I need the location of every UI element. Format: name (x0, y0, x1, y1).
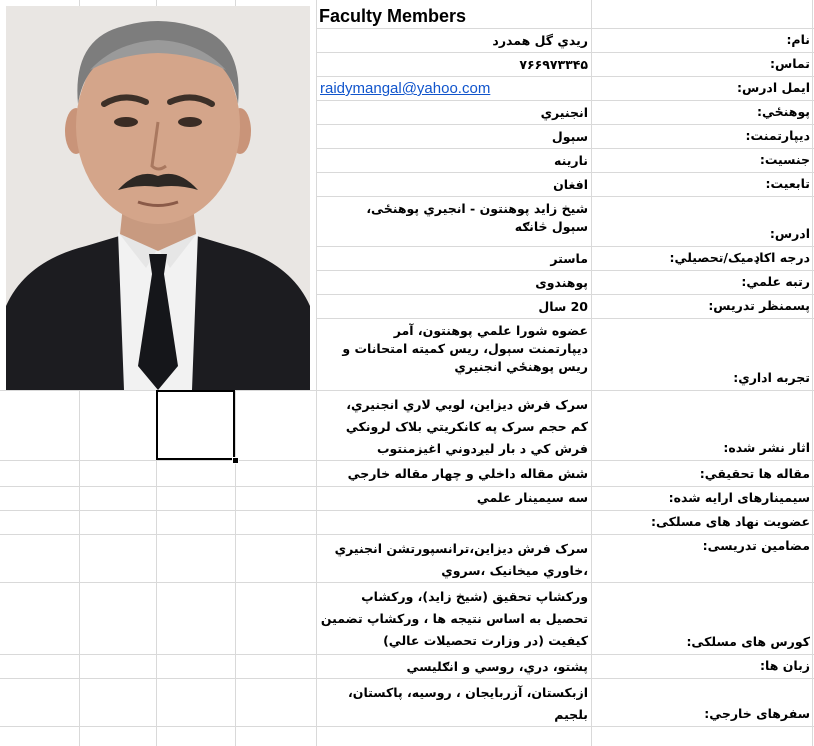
row-gridline (316, 100, 814, 101)
label-academic-rank: رتبه علمي: (741, 274, 810, 289)
value-line: سرک فرش ديزاين، لويي لاري انجنيري، (346, 397, 588, 412)
row-gridline (316, 124, 814, 125)
value-line: عضوه شورا علمي پوهنتون، آمر (393, 323, 588, 338)
value-administrative-experience[interactable] (320, 322, 588, 376)
value-line: پشتو، دري، روسي و انګليسي (406, 659, 588, 674)
row-gridline (0, 726, 814, 727)
row-gridline (316, 294, 814, 295)
label-professional-courses: کورس های مسلکی: (686, 634, 810, 649)
value-line: نارينه (554, 153, 588, 168)
value-line: شش مقاله داخلي و چهار مقاله خارجي (347, 466, 588, 481)
label-publications: اثار نشر شده: (723, 440, 810, 455)
row-gridline (316, 28, 814, 29)
value-line: تحصيل به اساس نتيجه ها ، ورکشاپ تضمين (320, 611, 588, 626)
value-languages[interactable] (320, 658, 588, 676)
value-publications[interactable] (320, 394, 588, 460)
active-cell-selection[interactable] (156, 390, 235, 460)
value-line: سرک فرش ديزاين،ترانسپورتشن انجنيري (334, 541, 588, 556)
row-gridline (0, 390, 814, 391)
value-line: شيخ زايد پوهنتون - انجيري پوهنځی، (366, 201, 588, 216)
row-gridline (0, 678, 814, 679)
label-email: ايمل ادرس: (736, 80, 810, 95)
value-line: فرش کي د بار ليږدوني اغيزمنتوب (376, 441, 588, 456)
email-link[interactable]: raidymangal@yahoo.com (320, 80, 491, 97)
value-line: کيفيت (در وزارت تحصيلات عالي) (383, 633, 588, 648)
value-address[interactable] (320, 200, 588, 236)
value-research-articles[interactable] (320, 465, 588, 483)
value-line: سېول څانګه (514, 219, 588, 234)
row-gridline (316, 270, 814, 271)
value-line: ريدي گل همدرد (492, 33, 588, 48)
label-foreign-travels: سفرهای خارجي: (704, 706, 810, 721)
label-gender: جنسيت: (759, 152, 810, 167)
value-taught-subjects[interactable] (320, 538, 588, 582)
label-taught-subjects: مضامين تدريسی: (702, 538, 810, 553)
row-gridline (0, 460, 814, 461)
value-line: سه سيمينار علمي (476, 490, 588, 505)
value-line: ورکشاپ تحقيق (شيخ زايد)، ورکشاپ (361, 589, 588, 604)
value-line: ريس پوهنځي انجنيري (454, 359, 588, 374)
row-gridline (316, 172, 814, 173)
label-contact: تماس: (769, 56, 810, 71)
value-contact[interactable] (320, 56, 588, 74)
value-academic-degree[interactable] (320, 250, 588, 268)
value-line: 20 سال (538, 299, 588, 314)
value-line: پوهندوی (535, 275, 588, 290)
label-academic-degree: درجه اکاډميک/تحصيلي: (669, 250, 810, 265)
value-line: ،خاوري ميخانيک ،سروي (441, 563, 588, 578)
row-gridline (316, 196, 814, 197)
row-gridline (0, 510, 814, 511)
column-gridline (591, 0, 592, 746)
label-nationality: تابعيت: (765, 176, 810, 191)
row-gridline (0, 534, 814, 535)
value-academic-rank[interactable] (320, 274, 588, 292)
label-administrative-experience: تجربه اداري: (733, 370, 810, 385)
value-nationality[interactable] (320, 176, 588, 194)
row-gridline (316, 76, 814, 77)
value-teaching-background[interactable] (320, 298, 588, 316)
label-research-articles: مقاله ها تحقيقي: (699, 466, 810, 481)
faculty-photo[interactable] (6, 6, 310, 390)
value-gender[interactable] (320, 152, 588, 170)
row-gridline (316, 52, 814, 53)
label-professional-memberships: عضويت نهاد های مسلکی: (650, 514, 810, 529)
value-seminars[interactable] (320, 489, 588, 507)
label-name: نام: (786, 32, 810, 47)
row-gridline (316, 318, 814, 319)
row-gridline (316, 246, 814, 247)
row-gridline (0, 654, 814, 655)
value-line: افغان (553, 177, 588, 192)
label-seminars: سيمينارهای ارايه شده: (668, 490, 810, 505)
value-line: کم حجم سرک په کانکريتي بلاک لرونکي (345, 419, 588, 434)
row-gridline (0, 486, 814, 487)
value-line: ديپارتمنت سېول، ريس کميته امتحانات و (342, 341, 588, 356)
column-gridline (812, 0, 813, 746)
value-line: سېول (551, 129, 588, 144)
label-address: ادرس: (769, 226, 810, 241)
row-gridline (0, 582, 814, 583)
fill-handle[interactable] (232, 457, 239, 464)
value-faculty[interactable] (320, 104, 588, 122)
value-line: انجنيري (540, 105, 588, 120)
label-department: ديپارتمنت: (745, 128, 810, 143)
portrait-image (6, 6, 310, 390)
value-line: ۷۶۶۹۷۳۳۴۵ (519, 57, 588, 72)
row-gridline (316, 148, 814, 149)
label-teaching-background: پسمنظر تدريس: (708, 298, 810, 313)
value-line: ازبکستان، آزربايجان ، روسيه، پاکستان، (348, 685, 588, 700)
value-professional-courses[interactable] (320, 586, 588, 652)
value-foreign-travels[interactable] (320, 682, 588, 726)
column-gridline (316, 0, 317, 746)
label-faculty: پوهنځي: (757, 104, 810, 119)
sheet-title: Faculty Members (319, 6, 467, 26)
value-line: ماستر (550, 251, 588, 266)
value-name[interactable] (320, 32, 588, 50)
value-department[interactable] (320, 128, 588, 146)
value-line: بلجيم (554, 707, 588, 722)
label-languages: زبان ها: (760, 658, 810, 673)
